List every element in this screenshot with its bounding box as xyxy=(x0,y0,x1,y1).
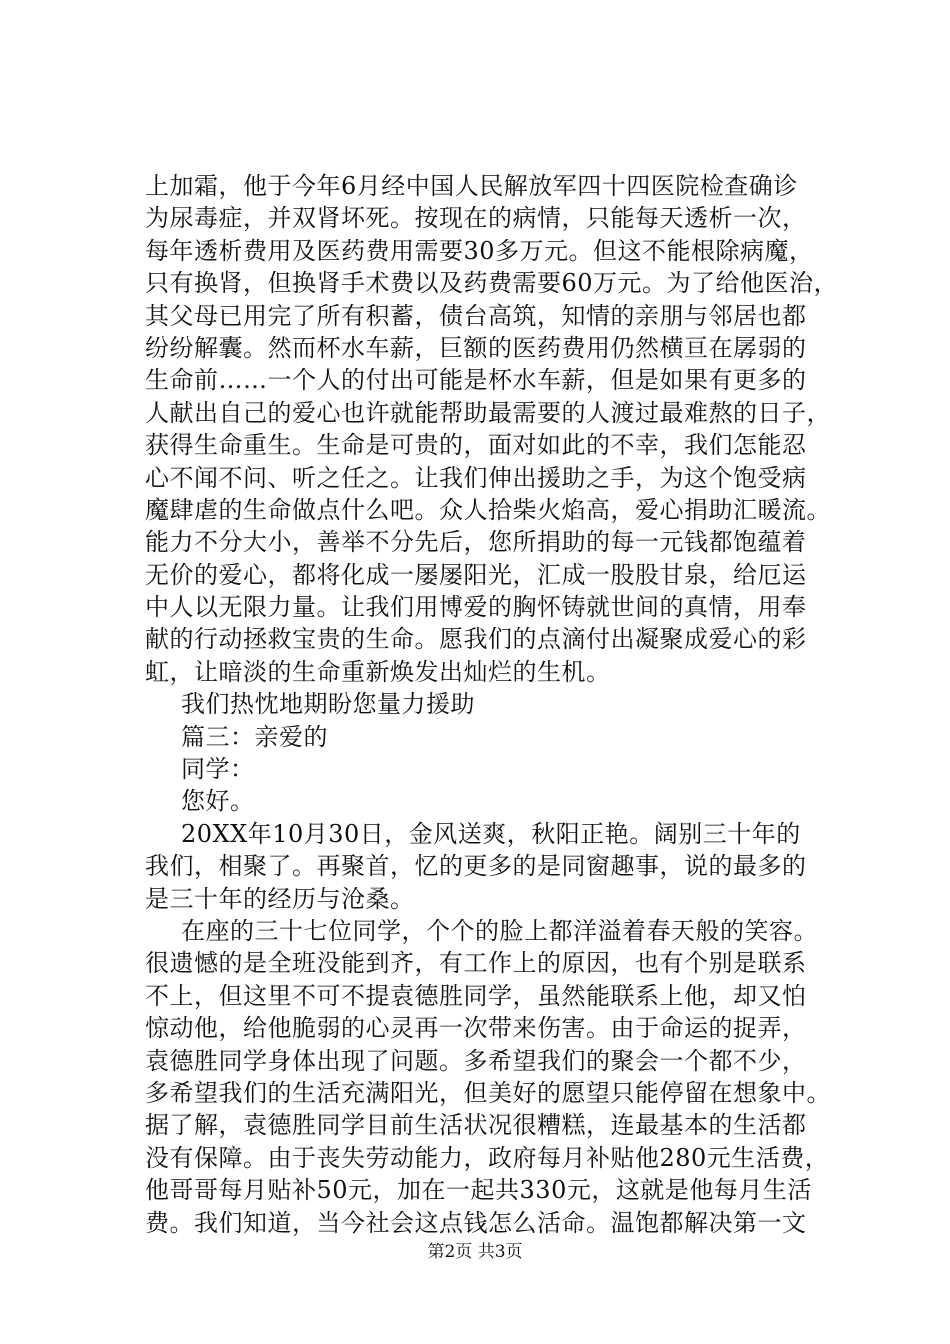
text-line: 上加霜，他于今年6月经中国人民解放军四十四医院检查确诊 xyxy=(145,172,798,200)
text-line: 费。我们知道，当今社会这点钱怎么活命。温饱都解决第一文 xyxy=(145,1208,807,1237)
text-line: 中人以无限力量。让我们用博爱的胸怀铸就世间的真情，用奉 xyxy=(145,593,807,622)
text-line: 生命前……一个人的付出可能是杯水车薪，但是如果有更多的 xyxy=(145,366,807,395)
text-line: 不上，但这里不可不提袁德胜同学，虽然能联系上他，却又怕 xyxy=(145,981,807,1010)
text-line: 每年透析费用及医药费用需要30多万元。但这不能根除病魔， xyxy=(145,236,814,265)
text-line: 献的行动拯救宝贵的生命。愿我们的点滴付出凝聚成爱心的彩 xyxy=(145,625,807,654)
text-line: 心不闻不问、听之任之。让我们伸出援助之手，为这个饱受病 xyxy=(145,463,807,492)
text-line: 多希望我们的生活充满阳光，但美好的愿望只能停留在想象中。 xyxy=(145,1078,831,1107)
text-line: 人献出自己的爱心也许就能帮助最需要的人渡过最难熬的日子， xyxy=(145,398,831,427)
document-body xyxy=(145,170,865,1239)
page-number-label: 第2页 共3页 xyxy=(427,1242,523,1262)
text-line: 袁德胜同学身体出现了问题。多希望我们的聚会一个都不少， xyxy=(145,1046,807,1075)
text-line: 据了解，袁德胜同学目前生活状况很糟糕，连最基本的生活都 xyxy=(145,1111,807,1140)
text-line: 他哥哥每月贴补50元，加在一起共330元，这就是他每月生活 xyxy=(145,1176,812,1205)
text-line: 获得生命重生。生命是可贵的，面对如此的不幸，我们怎能忍 xyxy=(145,431,807,460)
text-line: 是三十年的经历与沧桑。 xyxy=(145,884,415,913)
text-line: 我们，相聚了。再聚首，忆的更多的是同窗趣事，说的最多的 xyxy=(145,852,807,881)
page-footer xyxy=(0,1240,950,1264)
section-heading: 篇三：亲爱的 xyxy=(181,722,328,751)
text-line: 20XX年10月30日，金风送爽，秋阳正艳。阔别三十年的 xyxy=(181,819,801,848)
text-line: 纷纷解囊。然而杯水车薪，巨额的医药费用仍然横亘在孱弱的 xyxy=(145,333,807,362)
text-line: 只有换肾，但换肾手术费以及药费需要60万元。为了给他医治， xyxy=(145,269,839,298)
text-line: 惊动他，给他脆弱的心灵再一次带来伤害。由于命运的捉弄， xyxy=(145,1014,807,1043)
text-line: 在座的三十七位同学，个个的脸上都洋溢着春天般的笑容。 xyxy=(181,916,818,945)
text-line: 为尿毒症，并双肾坏死。按现在的病情，只能每天透析一次， xyxy=(145,204,807,233)
text-line: 没有保障。由于丧失劳动能力，政府每月补贴他280元生活费， xyxy=(145,1143,830,1172)
salutation: 同学： xyxy=(181,755,255,784)
text-line: 我们热忱地期盼您量力援助 xyxy=(181,690,475,719)
text-line: 其父母已用完了所有积蓄，债台高筑，知情的亲朋与邻居也都 xyxy=(145,301,807,330)
text-line: 很遗憾的是全班没能到齐，有工作上的原因，也有个别是联系 xyxy=(145,949,807,978)
text-line: 能力不分大小，善举不分先后，您所捐助的每一元钱都饱蕴着 xyxy=(145,528,807,557)
text-line: 无价的爱心，都将化成一屡屡阳光，汇成一股股甘泉，给厄运 xyxy=(145,560,807,589)
text-line: 魔肆虐的生命做点什么吧。众人拾柴火焰高，爱心捐助汇暖流。 xyxy=(145,495,831,524)
greeting: 您好。 xyxy=(181,787,255,816)
text-line: 虹，让暗淡的生命重新焕发出灿烂的生机。 xyxy=(145,657,611,686)
